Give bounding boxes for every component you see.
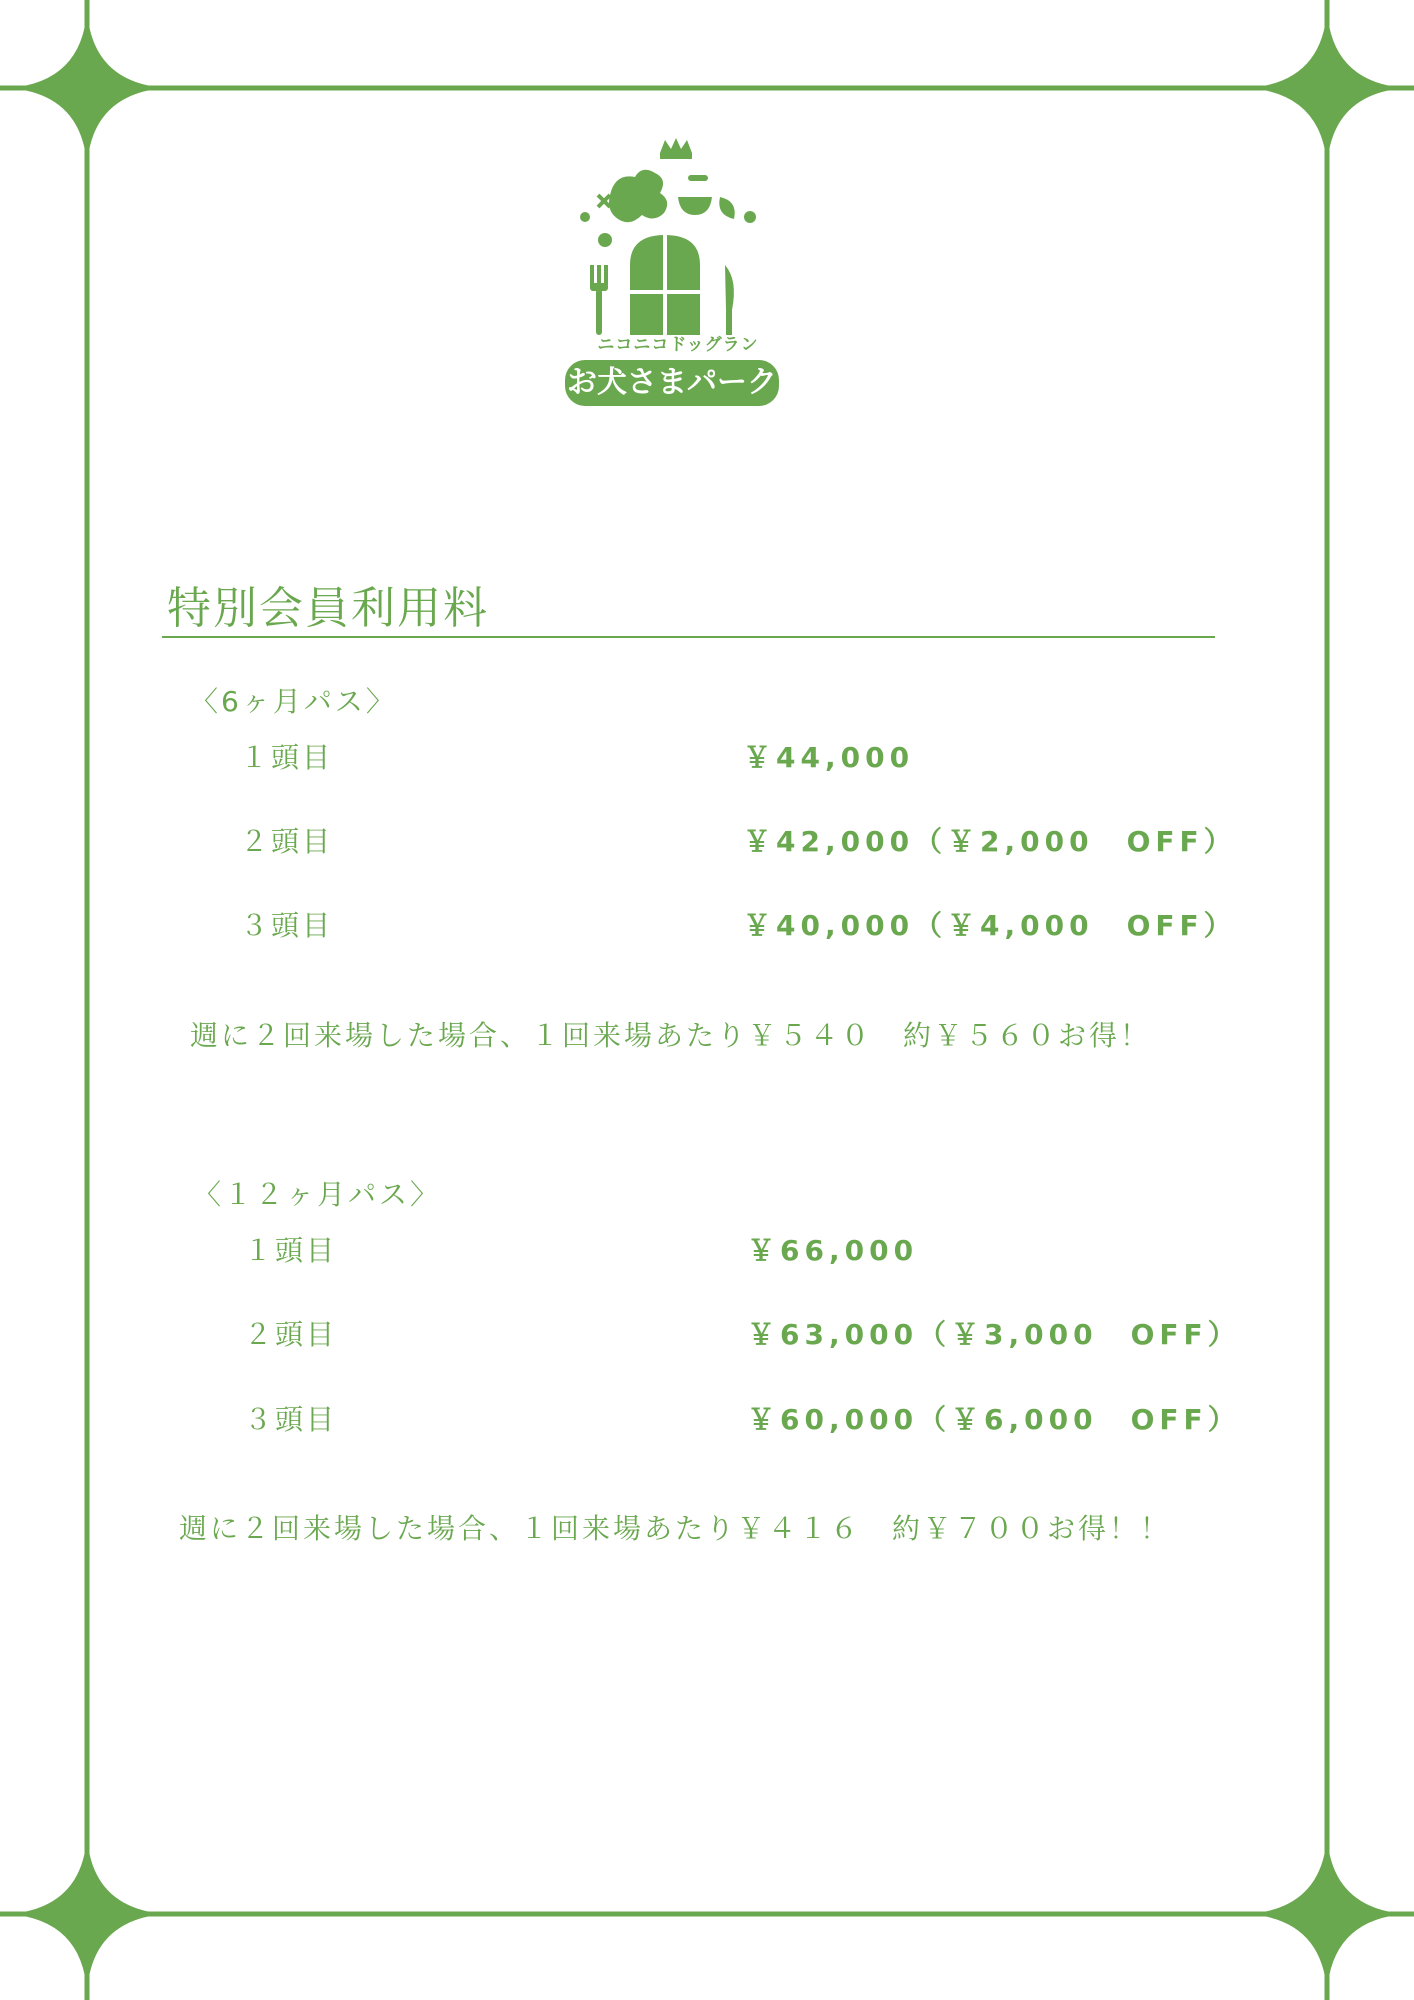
row-price: ￥44,000 — [743, 741, 915, 774]
section-note: 週に２回来場した場合、１回来場あたり￥４１６ 約￥７００お得！！ — [179, 1512, 1172, 1545]
row-label: １頭目 — [240, 741, 334, 774]
row-price: ￥63,000（￥3,000 OFF） — [747, 1318, 1241, 1351]
logo-name: お犬さまパーク — [565, 360, 779, 406]
title-underline — [162, 636, 1215, 638]
row-label: ３頭目 — [244, 1403, 338, 1436]
logo-subtitle: ニコニコドッグラン — [597, 335, 759, 355]
leaf-icon — [719, 197, 734, 219]
dot-icon — [598, 233, 612, 247]
row-price: ￥42,000（￥2,000 OFF） — [743, 825, 1237, 858]
dot-icon — [580, 212, 590, 222]
corner-star-top-left — [9, 10, 165, 166]
clover-icon — [598, 195, 610, 207]
row-price: ￥60,000（￥6,000 OFF） — [747, 1403, 1241, 1436]
crown-icon — [660, 138, 692, 153]
row-label: ３頭目 — [240, 909, 334, 942]
row-price: ￥40,000（￥4,000 OFF） — [743, 909, 1237, 942]
cup-icon — [678, 197, 712, 215]
section-note: 週に２回来場した場合、１回来場あたり￥５４０ 約￥５６０お得！ — [190, 1019, 1152, 1052]
row-label: １頭目 — [244, 1234, 338, 1267]
row-label: ２頭目 — [244, 1318, 338, 1351]
section-heading-6-month: 〈6ヶ月パス〉 — [190, 685, 397, 718]
corner-star-bottom-right — [1249, 1836, 1405, 1992]
fork-icon — [590, 265, 608, 335]
dot-icon — [744, 211, 756, 223]
row-label: ２頭目 — [240, 825, 334, 858]
corner-star-bottom-left — [9, 1836, 165, 1992]
page-title: 特別会員利用料 — [167, 583, 489, 634]
row-price: ￥66,000 — [747, 1234, 919, 1267]
corner-star-top-right — [1249, 10, 1405, 166]
section-heading-12-month: 〈１２ヶ月パス〉 — [193, 1178, 442, 1211]
dog-icon — [609, 170, 667, 222]
bone-icon — [688, 175, 708, 181]
knife-icon — [725, 265, 734, 335]
